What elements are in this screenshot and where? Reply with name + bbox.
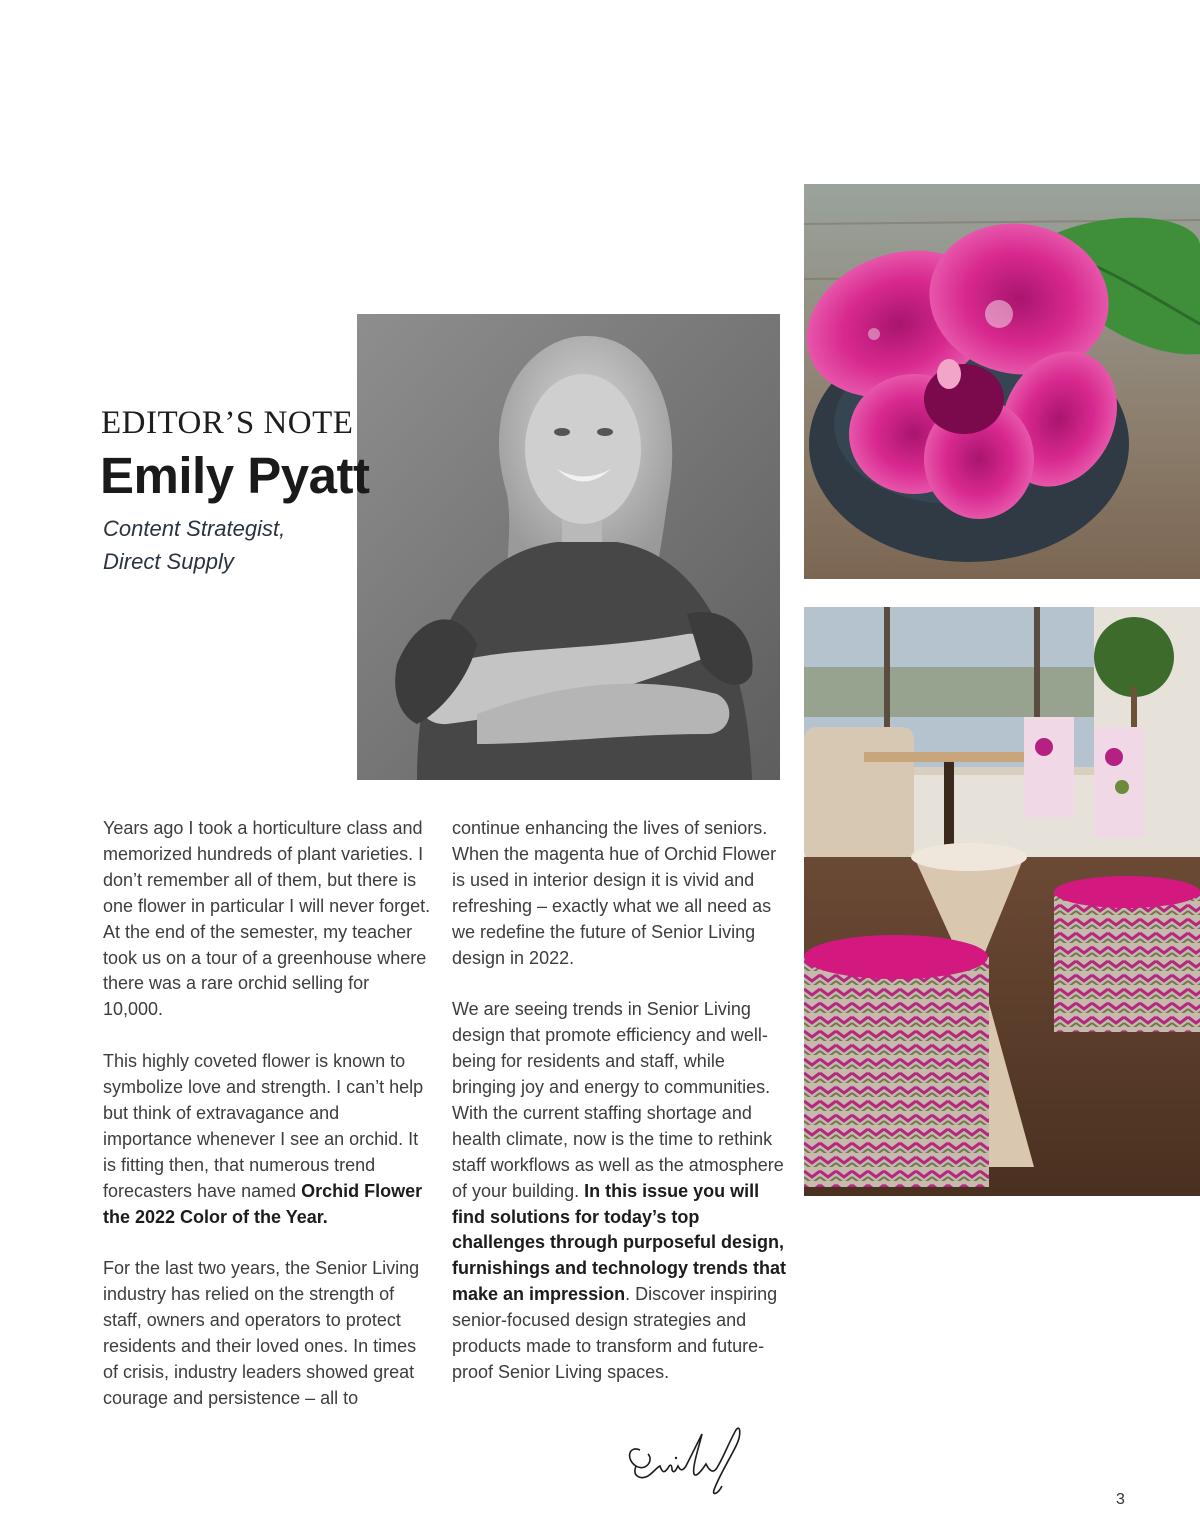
paragraph-emphasis: Orchid Flower the 2022 Color of the Year. [103, 1180, 423, 1227]
editor-portrait-photo [357, 314, 780, 780]
role-company: Direct Supply [103, 549, 234, 574]
paragraph-text: This highly coveted flower is known to symbolize love and strength. I can’t help but think of extravagance and importance whenever I see an orchid. It is fitting then, that numerous trend forecasters have named [103, 1051, 424, 1201]
paragraph-text: We are seeing trends in Senior Living design that promote efficiency and well-being for residents and staff, while bringing joy and energy to communities. With the current staffing shortage and health climate, now is the time to rethink staff workflows as well as the atmosphere of your building. [452, 999, 784, 1201]
paragraph: Years ago I took a horticulture class and memorized hundreds of plant varieties. I don’t remember all of them, but there is one flower in particular I will never forget. At the end of the semester, my teacher took us on a tour of a greenhouse where there was a rare orchid selling for 10,000. [103, 818, 431, 1020]
paragraph [103, 1049, 433, 1230]
paragraph [452, 997, 787, 1386]
editor-signature [618, 1420, 753, 1500]
paragraph-emphasis: In this issue you will find solutions for today’s top challenges through purposeful design, furnishings and technology trends that make an impression [452, 1180, 787, 1305]
article-column-right [452, 816, 787, 1412]
paragraph: For the last two years, the Senior Living industry has relied on the strength of staff, owners and operators to protect residents and their loved ones. In times of crisis, industry leaders showed great courage and persistence – all to [103, 1258, 420, 1408]
role-title: Content Strategist, [103, 516, 286, 541]
editor-role [103, 512, 285, 578]
orchid-flower-photo [804, 184, 1200, 579]
paragraph: continue enhancing the lives of seniors. When the magenta hue of Orchid Flower is used in interior design it is vivid and refreshing – exactly what we all need as we redefine the future of Senior Living design in 2022. [452, 818, 777, 968]
editor-name: Emily Pyatt [100, 447, 370, 504]
section-kicker: EDITOR’S NOTE [101, 405, 354, 441]
senior-living-lounge-photo [804, 607, 1200, 1196]
page-number: 3 [1116, 1491, 1125, 1508]
paragraph-text: . Discover inspiring senior-focused design strategies and products made to transform and future-proof Senior Living spaces. [452, 1284, 778, 1383]
article-column-left [103, 816, 433, 1438]
